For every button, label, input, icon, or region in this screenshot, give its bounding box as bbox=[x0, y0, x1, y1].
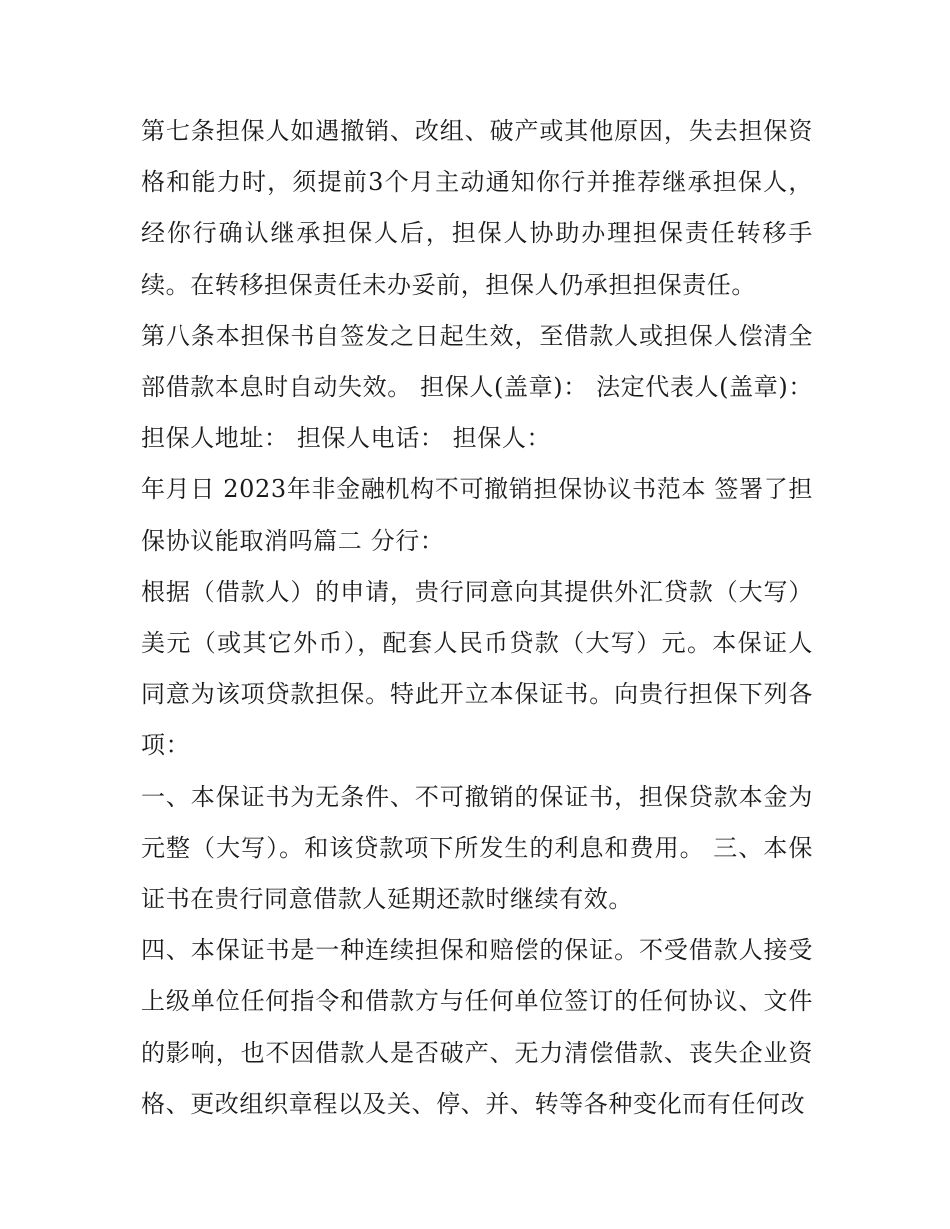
paragraph-guarantee-intro: 根据（借款人）的申请，贵行同意向其提供外汇贷款（大写）美元（或其它外币），配套人民币贷款（大写）元。本保证人同意为该项贷款担保。特此开立本保证书。向贵行担保下列各项： bbox=[141, 577, 813, 760]
document-body bbox=[141, 106, 813, 1130]
paragraph-clause-4: 四、本保证书是一种连续担保和赔偿的保证。不受借款人接受上级单位任何指令和借款方与任何单位签订的任何协议、文件的影响，也不因借款人是否破产、无力清偿借款、丧失企业资格、更改组织章程以及关、停、并、转等各种变化而有任何改 bbox=[141, 936, 813, 1118]
paragraph-date-and-title: 年月日 2023年非金融机构不可撤销担保协议书范本 签署了担保协议能取消吗篇二 分行： bbox=[141, 475, 813, 555]
paragraph-clause-1-3: 一、本保证书为无条件、不可撤销的保证书，担保贷款本金为元整（大写）。和该贷款项下所发生的利息和费用。 三、本保证书在贵行同意借款人延期还款时继续有效。 bbox=[141, 782, 813, 914]
paragraph-article-7: 第七条担保人如遇撤销、改组、破产或其他原因，失去担保资格和能力时，须提前3个月主动通知你行并推荐继承担保人，经你行确认继承担保人后，担保人协助办理担保责任转移手续。在转移担保责任未办妥前，担保人仍承担担保责任。 bbox=[141, 117, 813, 299]
paragraph-article-8-signatures: 第八条本担保书自签发之日起生效，至借款人或担保人偿清全部借款本息时自动失效。 担保人(盖章)： 法定代表人(盖章)： 担保人地址： 担保人电话： 担保人： bbox=[141, 321, 813, 453]
